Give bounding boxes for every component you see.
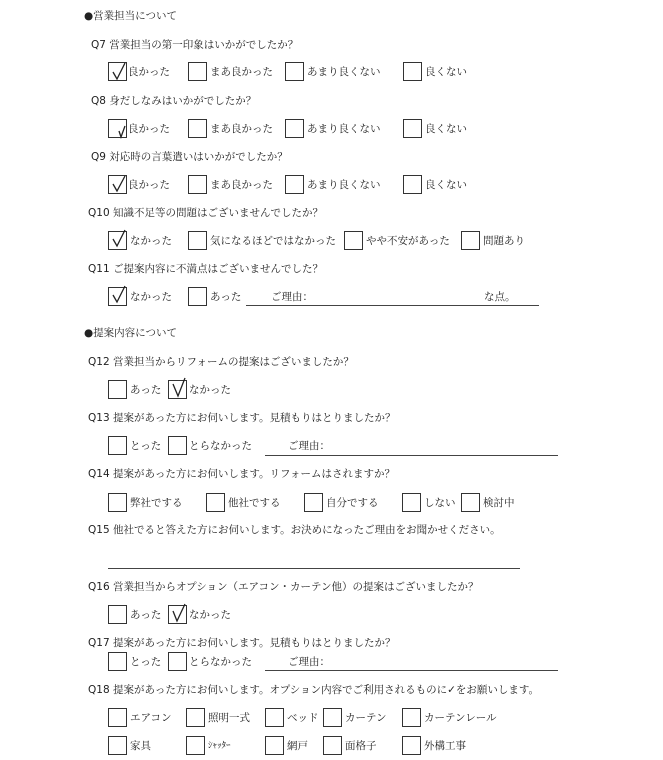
question-q13: Q13 提案があった方にお伺いします。見積もりはとりましたか？ xyxy=(88,412,396,424)
option-label: ベッド xyxy=(287,712,319,724)
option-label: とった xyxy=(130,656,162,668)
checkbox-q10-problem[interactable] xyxy=(461,231,480,250)
section-heading-sales-rep: ●営業担当について xyxy=(84,10,177,22)
checkbox-q9-bad[interactable] xyxy=(403,175,422,194)
option-label: あまり良くない xyxy=(307,179,381,191)
option-label: カーテン xyxy=(345,712,387,724)
option-label: 弊社でする xyxy=(130,497,183,509)
option-label: なかった xyxy=(189,609,231,621)
reason-suffix: な点。 xyxy=(484,291,516,303)
option-label: カーテンレール xyxy=(424,712,497,724)
checkmark-icon xyxy=(112,229,126,249)
option-label: なかった xyxy=(189,384,231,396)
reason-input-line[interactable] xyxy=(246,305,539,306)
option-label: やや不安があった xyxy=(366,235,450,247)
checkbox-q13-did-not-take[interactable] xyxy=(168,436,187,455)
checkbox-q18-aircon[interactable] xyxy=(108,708,127,727)
option-label: まあ良かった xyxy=(210,123,273,135)
option-label: あった xyxy=(130,609,162,621)
question-q18: Q18 提案があった方にお伺いします。オプション内容でご利用されるものに✓をお願いします。 xyxy=(88,684,540,696)
option-label: あまり良くない xyxy=(307,66,381,78)
reason-input-line[interactable] xyxy=(265,670,558,671)
checkbox-q18-bed[interactable] xyxy=(265,708,284,727)
answer-input-line[interactable] xyxy=(108,568,520,569)
option-label: 良くない xyxy=(425,123,467,135)
checkbox-q18-window-grille[interactable] xyxy=(323,736,342,755)
option-label: 外構工事 xyxy=(424,740,466,752)
checkbox-q18-furniture[interactable] xyxy=(108,736,127,755)
checkbox-q7-not-so-good[interactable] xyxy=(285,62,304,81)
option-label: とらなかった xyxy=(189,656,252,668)
checkbox-q14-considering[interactable] xyxy=(461,493,480,512)
option-label: あまり良くない xyxy=(307,123,381,135)
checkbox-q7-good[interactable] xyxy=(108,62,127,81)
checkbox-q14-self[interactable] xyxy=(304,493,323,512)
option-label: エアコン xyxy=(130,712,172,724)
checkmark-icon xyxy=(112,60,126,80)
checkbox-q18-lighting[interactable] xyxy=(186,708,205,727)
checkbox-q8-not-so-good[interactable] xyxy=(285,119,304,138)
option-label: 面格子 xyxy=(345,740,377,752)
option-label: あった xyxy=(130,384,162,396)
checkbox-q8-bad[interactable] xyxy=(403,119,422,138)
checkbox-q10-somewhat-uneasy[interactable] xyxy=(344,231,363,250)
checkbox-q9-not-so-good[interactable] xyxy=(285,175,304,194)
section-heading-proposal: ●提案内容について xyxy=(84,327,177,339)
option-label: 検討中 xyxy=(483,497,515,509)
reason-label: ご理由： xyxy=(288,656,330,668)
checkbox-q10-none[interactable] xyxy=(108,231,127,250)
reason-label: ご理由： xyxy=(288,440,330,452)
checkbox-q7-fairly-good[interactable] xyxy=(188,62,207,81)
checkmark-icon xyxy=(112,173,126,193)
checkmark-icon xyxy=(112,117,126,137)
option-label: なかった xyxy=(130,235,172,247)
question-q9: Q9 対応時の言葉遣いはいかがでしたか？ xyxy=(91,151,288,163)
question-q11: Q11 ご提案内容に不満点はございませんでした？ xyxy=(88,263,323,275)
checkbox-q11-none[interactable] xyxy=(108,287,127,306)
option-label: 家具 xyxy=(130,740,151,752)
checkbox-q9-good[interactable] xyxy=(108,175,127,194)
checkbox-q17-did-not-take[interactable] xyxy=(168,652,187,671)
option-label: 網戸 xyxy=(287,740,308,752)
reason-label: ご理由： xyxy=(271,291,313,303)
option-label: 良かった xyxy=(128,66,170,78)
question-q8: Q8 身だしなみはいかがでしたか？ xyxy=(91,95,257,107)
option-label: まあ良かった xyxy=(210,179,273,191)
question-q7: Q7 営業担当の第一印象はいかがでしたか？ xyxy=(91,39,299,51)
option-label: 照明一式 xyxy=(208,712,250,724)
question-q16: Q16 営業担当からオプション（エアコン・カーテン他）の提案はございましたか？ xyxy=(88,581,479,593)
checkbox-q17-took[interactable] xyxy=(108,652,127,671)
reason-input-line[interactable] xyxy=(265,455,558,456)
checkbox-q14-no[interactable] xyxy=(402,493,421,512)
option-label: 他社でする xyxy=(228,497,281,509)
checkbox-q10-not-concerning[interactable] xyxy=(188,231,207,250)
checkbox-q18-screen-door[interactable] xyxy=(265,736,284,755)
option-label: あった xyxy=(210,291,242,303)
option-label: とらなかった xyxy=(189,440,252,452)
checkbox-q14-our-company[interactable] xyxy=(108,493,127,512)
checkmark-icon xyxy=(172,378,186,398)
checkmark-icon xyxy=(112,285,126,305)
checkbox-q14-other-company[interactable] xyxy=(206,493,225,512)
checkmark-icon xyxy=(172,603,186,623)
checkbox-q12-no[interactable] xyxy=(168,380,187,399)
question-q14: Q14 提案があった方にお伺いします。リフォームはされますか？ xyxy=(88,468,395,480)
checkbox-q12-yes[interactable] xyxy=(108,380,127,399)
option-label: 問題あり xyxy=(483,235,525,247)
option-label: 気になるほどではなかった xyxy=(210,235,336,247)
checkbox-q13-took[interactable] xyxy=(108,436,127,455)
question-q12: Q12 営業担当からリフォームの提案はございましたか？ xyxy=(88,356,354,368)
option-label: まあ良かった xyxy=(210,66,273,78)
checkbox-q8-good[interactable] xyxy=(108,119,127,138)
checkbox-q7-bad[interactable] xyxy=(403,62,422,81)
option-label: 良かった xyxy=(128,123,170,135)
option-label: ｼｬｯﾀｰ xyxy=(208,741,231,751)
option-label: 良かった xyxy=(128,179,170,191)
option-label: とった xyxy=(130,440,162,452)
option-label: しない xyxy=(424,497,456,509)
checkbox-q9-fairly-good[interactable] xyxy=(188,175,207,194)
option-label: 良くない xyxy=(425,66,467,78)
checkbox-q11-yes[interactable] xyxy=(188,287,207,306)
question-q17: Q17 提案があった方にお伺いします。見積もりはとりましたか？ xyxy=(88,637,396,649)
checkbox-q18-curtain[interactable] xyxy=(323,708,342,727)
checkbox-q8-fairly-good[interactable] xyxy=(188,119,207,138)
question-q10: Q10 知識不足等の問題はございませんでしたか？ xyxy=(88,207,323,219)
option-label: 良くない xyxy=(425,179,467,191)
checkbox-q16-yes[interactable] xyxy=(108,605,127,624)
option-label: 自分でする xyxy=(326,497,379,509)
question-q15: Q15 他社でると答えた方にお伺いします。お決めになったご理由をお聞かせください。 xyxy=(88,524,501,536)
checkbox-q16-no[interactable] xyxy=(168,605,187,624)
option-label: なかった xyxy=(130,291,172,303)
checkbox-q18-exterior-work[interactable] xyxy=(402,736,421,755)
checkbox-q18-shutter[interactable] xyxy=(186,736,205,755)
checkbox-q18-curtain-rail[interactable] xyxy=(402,708,421,727)
